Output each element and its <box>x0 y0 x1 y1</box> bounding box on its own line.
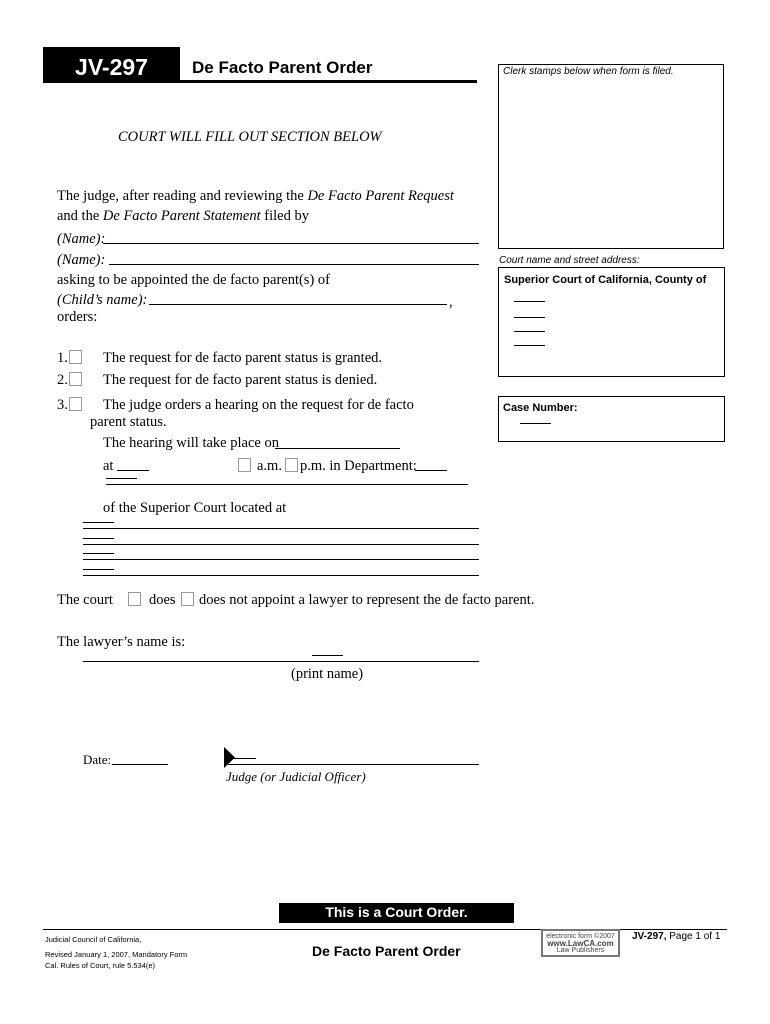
child-name-label: (Child’s name): <box>57 292 148 308</box>
court-order-banner <box>279 903 514 923</box>
item-1-checkbox[interactable] <box>69 350 82 364</box>
date-label: Date: <box>83 752 112 767</box>
does-not-label: does not appoint a lawyer to represent the de facto parent. <box>199 592 535 608</box>
location-stub-1 <box>83 522 114 523</box>
court-order-text: This is a Court Order. <box>325 904 468 920</box>
hearing-extra-field[interactable] <box>106 484 468 485</box>
location-stub-2 <box>83 538 114 539</box>
child-comma: , <box>449 294 453 310</box>
item-3-text: The judge orders a hearing on the request for de facto <box>103 397 414 413</box>
pm-label: p.m. in Department: <box>300 458 417 474</box>
court-location-label: of the Superior Court located at <box>103 500 287 516</box>
clerk-note: Clerk stamps below when form is filed. <box>503 66 674 77</box>
stamp-line-3: Law Publishers <box>556 947 605 954</box>
item-2-text: The request for de facto parent status is denied. <box>103 372 378 388</box>
item-3-checkbox[interactable] <box>69 397 82 411</box>
request-form-name: De Facto Parent Request <box>307 188 454 204</box>
signature-stub <box>228 758 256 759</box>
item-2-number: 2. <box>57 372 68 388</box>
publisher-stamp <box>541 929 620 957</box>
location-field-3[interactable] <box>83 559 479 560</box>
form-title: De Facto Parent Order <box>192 58 373 77</box>
lawyer-name-field[interactable] <box>83 661 479 662</box>
child-name-field[interactable] <box>149 304 447 305</box>
case-number-label: Case Number: <box>503 402 578 414</box>
footer-council: Judicial Council of California, <box>45 935 142 944</box>
item-2-checkbox[interactable] <box>69 372 82 386</box>
court-field-3[interactable] <box>514 331 545 332</box>
court-field-2[interactable] <box>514 317 545 318</box>
name-field-2[interactable] <box>109 264 479 265</box>
hearing-date-field[interactable] <box>275 448 400 449</box>
location-field-2[interactable] <box>83 544 479 545</box>
location-field-4[interactable] <box>83 575 479 576</box>
am-checkbox[interactable] <box>238 458 251 472</box>
item-3-number: 3. <box>57 397 68 413</box>
name-label-1: (Name): <box>57 231 106 247</box>
footer-rule-cite: Cal. Rules of Court, rule 5.534(e) <box>45 961 156 970</box>
location-field-1[interactable] <box>83 528 479 529</box>
does-not-checkbox[interactable] <box>181 592 194 606</box>
page-number <box>632 931 720 942</box>
the-court-label: The court <box>57 592 113 608</box>
intro-line-1: The judge, after reading and reviewing the De Facto Parent Request <box>57 188 454 204</box>
statement-form-name: De Facto Parent Statement <box>102 208 261 224</box>
name-label-2: (Name): <box>57 252 106 268</box>
location-stub-3 <box>83 553 114 554</box>
court-name-box[interactable] <box>498 267 725 377</box>
name-field-1[interactable] <box>103 243 479 244</box>
court-field-1[interactable] <box>514 301 545 302</box>
footer-rule <box>43 929 727 930</box>
department-field[interactable] <box>415 470 447 471</box>
case-number-field[interactable] <box>520 423 551 424</box>
does-label: does <box>149 592 176 608</box>
date-field[interactable] <box>112 764 168 765</box>
lawyer-name-stub <box>312 655 343 656</box>
stamp-line-2: www.LawCA.com <box>547 939 614 948</box>
hearing-date-label: The hearing will take place on <box>103 435 279 451</box>
court-address-label: Court name and street address: <box>499 255 640 266</box>
case-number-box[interactable] <box>498 396 725 442</box>
court-name: Superior Court of California, County of <box>504 274 707 286</box>
location-stub-4 <box>83 569 114 570</box>
court-field-4[interactable] <box>514 345 545 346</box>
footer-title: De Facto Parent Order <box>312 943 461 959</box>
page-form-id: JV-297, <box>632 931 667 942</box>
clerk-stamp-box <box>498 64 724 249</box>
form-id: JV-297 <box>75 54 148 80</box>
hearing-line-stub <box>106 478 137 479</box>
signature-field[interactable] <box>228 764 479 765</box>
section-heading: COURT WILL FILL OUT SECTION BELOW <box>118 129 382 145</box>
item-1-number: 1. <box>57 350 68 366</box>
footer-revised: Revised January 1, 2007, Mandatory Form <box>45 950 188 959</box>
stamp-line-1: electronic form ©2007 <box>546 933 615 940</box>
page-count: Page 1 of 1 <box>666 931 721 942</box>
intro-line-2: and the De Facto Parent Statement filed by <box>57 208 309 224</box>
item-3-text-cont: parent status. <box>90 414 167 430</box>
hearing-time-field[interactable] <box>117 470 149 471</box>
pm-checkbox[interactable] <box>285 458 298 472</box>
hearing-at-label: at <box>103 458 114 474</box>
header-rule <box>43 80 477 83</box>
form-id-badge <box>43 47 180 80</box>
item-1-text: The request for de facto parent status is granted. <box>103 350 383 366</box>
asking-text: asking to be appointed the de facto parent(s) of <box>57 272 330 288</box>
print-name-label: (print name) <box>291 666 364 682</box>
does-checkbox[interactable] <box>128 592 141 606</box>
judge-label: Judge (or Judicial Officer) <box>226 769 366 784</box>
am-label: a.m. <box>257 458 282 474</box>
orders-text: orders: <box>57 309 98 325</box>
lawyer-name-label: The lawyer’s name is: <box>57 634 186 650</box>
